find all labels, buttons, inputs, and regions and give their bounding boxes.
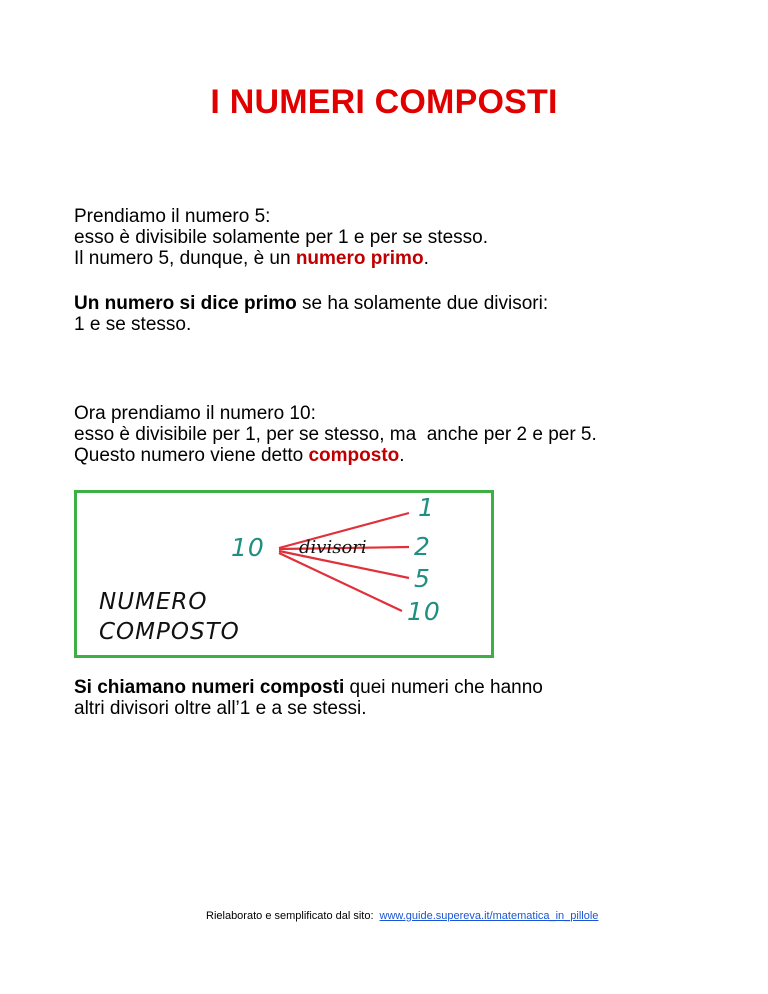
divisor-2: 2: [414, 532, 431, 561]
text-line: Prendiamo il numero 5:: [74, 206, 271, 227]
text-span: .: [423, 248, 429, 269]
text-line: 1 e se stesso.: [74, 314, 192, 335]
source-link[interactable]: www.guide.supereva.it/matematica_in_pillole: [379, 910, 599, 922]
divisor-5: 5: [414, 564, 431, 593]
footer-text: Rielaborato e semplificato dal sito:: [206, 910, 374, 922]
text-line: Ora prendiamo il numero 10:: [74, 403, 316, 424]
text-line: [74, 445, 597, 466]
number-ten: 10: [231, 533, 265, 562]
text-line: esso è divisibile solamente per 1 e per se stesso.: [74, 227, 488, 248]
text-span: quei numeri che hanno: [344, 677, 543, 698]
paragraph-definizione-primo: [74, 293, 548, 335]
divisors-figure: [74, 490, 494, 658]
divisor-10: 10: [407, 597, 441, 626]
text-line: [74, 293, 548, 314]
highlight-composto: composto: [308, 445, 400, 466]
text-line: [74, 248, 488, 269]
text-line: esso è divisibile per 1, per se stesso, ma anche per 2 e per 5.: [74, 424, 597, 445]
text-span: Questo numero viene detto: [74, 445, 309, 466]
text-line: [74, 677, 543, 698]
text-span: .: [399, 445, 405, 466]
text-span: se ha solamente due divisori:: [296, 293, 549, 314]
divisor-line-10: [279, 553, 402, 611]
paragraph-numero-composto: [74, 403, 597, 466]
figure-caption-composto: COMPOSTO: [99, 619, 240, 645]
footer-credit: [206, 910, 598, 922]
paragraph-definizione-composti: [74, 677, 543, 719]
highlight-numero-primo: numero primo: [295, 248, 424, 269]
divisori-word: divisori: [299, 537, 367, 558]
divisor-1: 1: [418, 493, 435, 522]
bold-term: Un numero si dice primo: [74, 293, 297, 314]
figure-caption-numero: NUMERO: [99, 589, 208, 615]
paragraph-numero-primo: [74, 206, 488, 269]
bold-term: Si chiamano numeri composti: [74, 677, 345, 698]
page-title: I NUMERI COMPOSTI: [210, 83, 558, 121]
text-span: Il numero 5, dunque, è un: [74, 248, 296, 269]
text-line: altri divisori oltre all’1 e a se stessi.: [74, 698, 367, 719]
